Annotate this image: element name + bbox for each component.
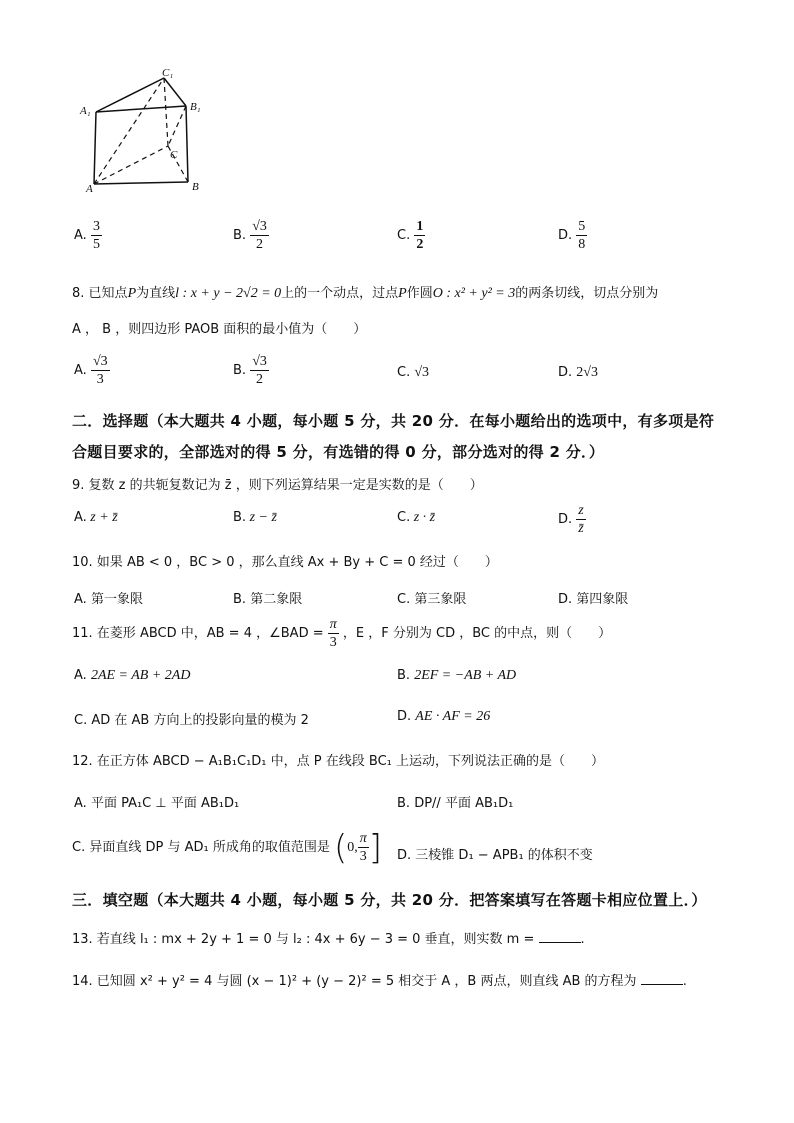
q11-stem: 11. 在菱形 ABCD 中，AB = 4 ，∠BAD = $\frac{\pi}{3}$ ，E ，F 分别为 CD ，BC 的中点，则（ ） — [72, 617, 612, 650]
q12-option-a: A. 平面 PA₁C ⊥ 平面 AB₁D₁ — [74, 796, 240, 811]
q10-option-a: A. 第一象限 — [74, 592, 143, 607]
q8-option-a: A. $\frac{√3}{3}$ — [74, 354, 108, 387]
section2-heading-line2: 合题目要求的，全部选对的得 5 分，有选错的得 0 分，部分选对的得 2 分．） — [72, 443, 605, 461]
q8-stem-line2: A ， B ，则四边形 PAOB 面积的最小值为（ ） — [72, 322, 367, 337]
q12-option-b: B. DP// 平面 AB₁D₁ — [397, 796, 514, 811]
label-c1: C₁ — [162, 67, 174, 79]
q10-option-c: C. 第三象限 — [397, 592, 467, 607]
prism-figure — [78, 66, 218, 196]
q12-option-c: C. 异面直线 DP 与 AD₁ 所成角的取值范围是 (0, $\frac{\pi}{3}$ ] — [72, 827, 383, 868]
q10-stem: 10. 如果 AB < 0 ，BC > 0 ，那么直线 Ax + By + C = 0 经过（ ） — [72, 555, 498, 570]
q8-option-b: B. $\frac{√3}{2}$ — [233, 354, 267, 387]
q9-option-d: D. $\frac{z}{z̄}$ — [558, 503, 584, 536]
q8-stem-line1: 8. 已知点P为直线l : x + y − 2√2 = 0上的一个动点，过点P作圆O : x² + y² = 3的两条切线，切点分别为 — [72, 286, 659, 301]
q9-stem: 9. 复数 z 的共轭复数记为 z̄ ，则下列运算结果一定是实数的是（ ） — [72, 478, 483, 493]
q13-stem: 13. 若直线 l₁ : mx + 2y + 1 = 0 与 l₂ : 4x + 6y − 3 = 0 垂直，则实数 m = . — [72, 932, 585, 947]
q8-option-c: C. √3 — [397, 365, 430, 380]
q13-answer-blank[interactable] — [539, 942, 581, 943]
label-c: C — [170, 149, 178, 161]
q11-option-b: B. 2EF = −AB + AD — [397, 668, 517, 683]
q9-option-a: A. z + z̄ — [74, 510, 118, 525]
q12-stem: 12. 在正方体 ABCD − A₁B₁C₁D₁ 中，点 P 在线段 BC₁ 上运动，下列说法正确的是（ ） — [72, 754, 604, 769]
q7-option-d: D. $\frac{5}{8}$ — [558, 219, 586, 252]
q9-option-b: B. z − z̄ — [233, 510, 277, 525]
q14-stem: 14. 已知圆 x² + y² = 4 与圆 (x − 1)² + (y − 2)² = 5 相交于 A ，B 两点，则直线 AB 的方程为 . — [72, 974, 687, 989]
label-a1: A₁ — [80, 105, 91, 117]
label-b1: B₁ — [190, 101, 201, 113]
q7-option-a: A. $\frac{3}{5}$ — [74, 219, 100, 252]
section2-heading-line1: 二．选择题（本大题共 4 小题，每小题 5 分，共 20 分．在每小题给出的选项中，有多项是符 — [72, 412, 715, 430]
q10-option-d: D. 第四象限 — [558, 592, 629, 607]
q9-option-c: C. z · z̄ — [397, 510, 436, 525]
q7-option-c: C. $\frac{1}{2}$ — [397, 219, 424, 252]
q10-option-b: B. 第二象限 — [233, 592, 303, 607]
q12-option-d: D. 三棱锥 D₁ − APB₁ 的体积不变 — [397, 848, 593, 863]
q14-answer-blank[interactable] — [641, 984, 683, 985]
label-a: A — [86, 183, 93, 195]
label-b: B — [192, 181, 199, 193]
q8-option-d: D. 2√3 — [558, 365, 598, 380]
q11-option-c: C. AD 在 AB 方向上的投影向量的模为 2 — [74, 713, 309, 728]
section3-heading: 三．填空题（本大题共 4 小题，每小题 5 分，共 20 分．把答案填写在答题卡相应位置上．） — [72, 891, 707, 909]
q11-option-d: D. AE · AF = 26 — [397, 709, 491, 724]
q7-option-b: B. $\frac{√3}{2}$ — [233, 219, 267, 252]
q11-option-a: A. 2AE = AB + 2AD — [74, 668, 191, 683]
